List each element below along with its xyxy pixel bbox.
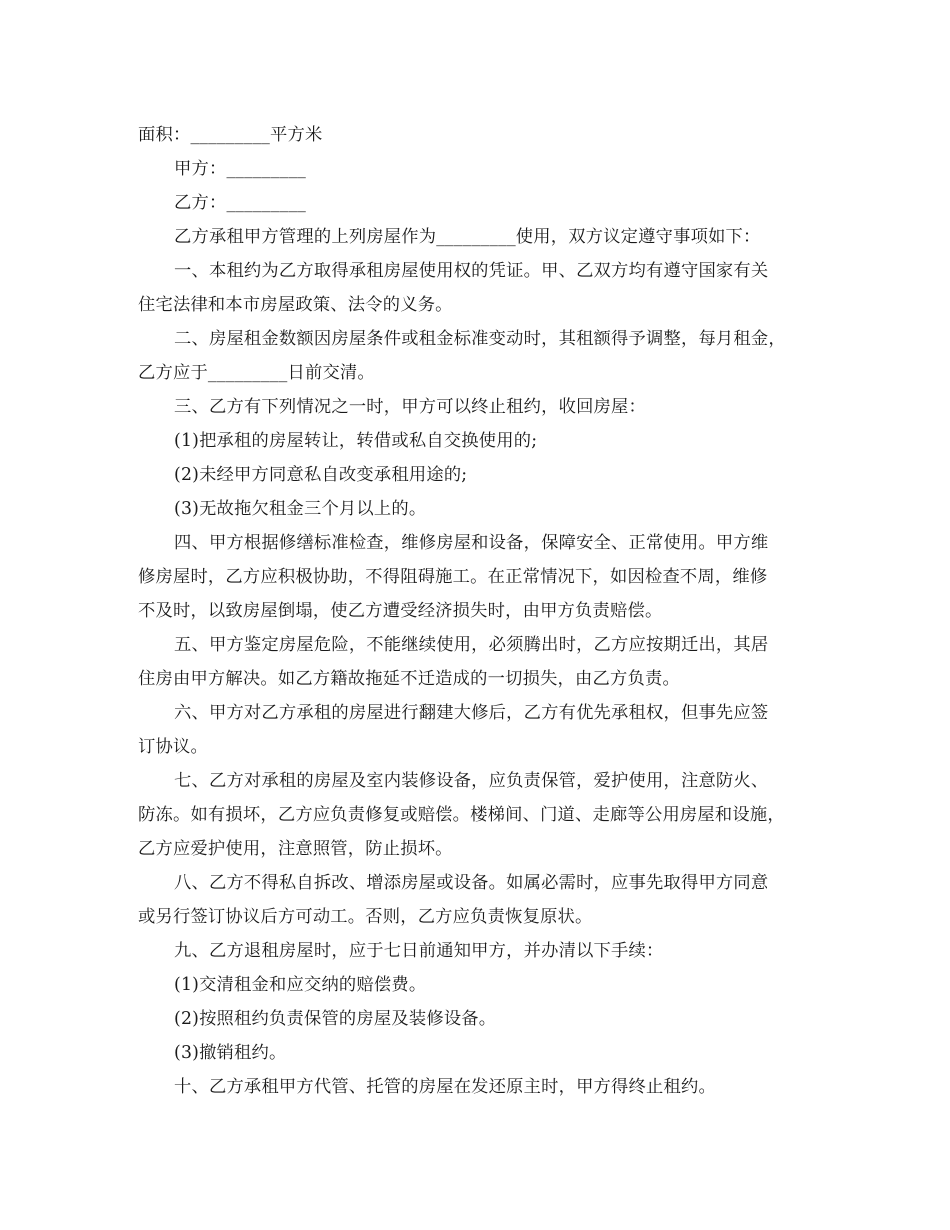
clause-4-line-1: 四、甲方根据修缮标准检查，维修房屋和设备，保障安全、正常使用。甲方维 — [174, 533, 769, 553]
clause-8-line-2: 或另行签订协议后方可动工。否则，乙方应负责恢复原状。 — [138, 907, 593, 927]
clause-5-line-1: 五、甲方鉴定房屋危险，不能继续使用，必须腾出时，乙方应按期迁出，其居 — [174, 635, 769, 655]
clause-3-item-2: (2)未经甲方同意私自改变承租用途的; — [174, 465, 468, 485]
clause-7-line-2: 防冻。如有损坏，乙方应负责修复或赔偿。楼梯间、门道、走廊等公用房屋和设施， — [138, 805, 785, 825]
clause-9-line: 九、乙方退租房屋时，应于七日前通知甲方，并办清以下手续： — [174, 941, 664, 961]
contract-text — [138, 118, 828, 1104]
usage-line: 乙方承租甲方管理的上列房屋作为_________使用，双方议定遵守事项如下： — [174, 227, 761, 247]
clause-6-line-2: 订协议。 — [138, 737, 208, 757]
clause-2-line-1: 二、房屋租金数额因房屋条件或租金标准变动时，其租额得予调整，每月租金， — [174, 329, 786, 349]
clause-3-item-1: (1)把承租的房屋转让，转借或私自交换使用的; — [174, 431, 538, 451]
clause-5-line-2: 住房由甲方解决。如乙方籍故拖延不迁造成的一切损失，由乙方负责。 — [138, 669, 680, 689]
clause-2-line-2: 乙方应于_________日前交清。 — [138, 363, 375, 383]
clause-3-line: 三、乙方有下列情况之一时，甲方可以终止租约，收回房屋： — [174, 397, 646, 417]
clause-9-item-2: (2)按照租约负责保管的房屋及装修设备。 — [174, 1009, 497, 1029]
clause-10-line: 十、乙方承租甲方代管、托管的房屋在发还原主时，甲方得终止租约。 — [174, 1077, 716, 1097]
clause-7-line-3: 乙方应爱护使用，注意照管，防止损坏。 — [138, 839, 453, 859]
clause-4-line-3: 不及时，以致房屋倒塌，使乙方遭受经济损失时，由甲方负责赔偿。 — [138, 601, 663, 621]
clause-7-line-1: 七、乙方对承租的房屋及室内装修设备，应负责保管，爱护使用，注意防火、 — [174, 771, 769, 791]
clause-9-item-3: (3)撤销租约。 — [174, 1043, 287, 1063]
clause-8-line-1: 八、乙方不得私自拆改、增添房屋或设备。如属必需时，应事先取得甲方同意 — [174, 873, 769, 893]
clause-3-item-3: (3)无故拖欠租金三个月以上的。 — [174, 499, 427, 519]
clause-1-line-1: 一、本租约为乙方取得承租房屋使用权的凭证。甲、乙双方均有遵守国家有关 — [174, 261, 769, 281]
party-a-line: 甲方：_________ — [174, 159, 307, 179]
party-b-line: 乙方：_________ — [174, 193, 307, 213]
clause-6-line-1: 六、甲方对乙方承租的房屋进行翻建大修后，乙方有优先承租权，但事先应签 — [174, 703, 769, 723]
clause-9-item-1: (1)交清租金和应交纳的赔偿费。 — [174, 975, 427, 995]
clause-1-line-2: 住宅法律和本市房屋政策、法令的义务。 — [138, 295, 453, 315]
area-line: 面积：_________平方米 — [138, 125, 323, 145]
clause-4-line-2: 修房屋时，乙方应积极协助，不得阻碍施工。在正常情况下，如因检查不周，维修 — [138, 567, 768, 587]
